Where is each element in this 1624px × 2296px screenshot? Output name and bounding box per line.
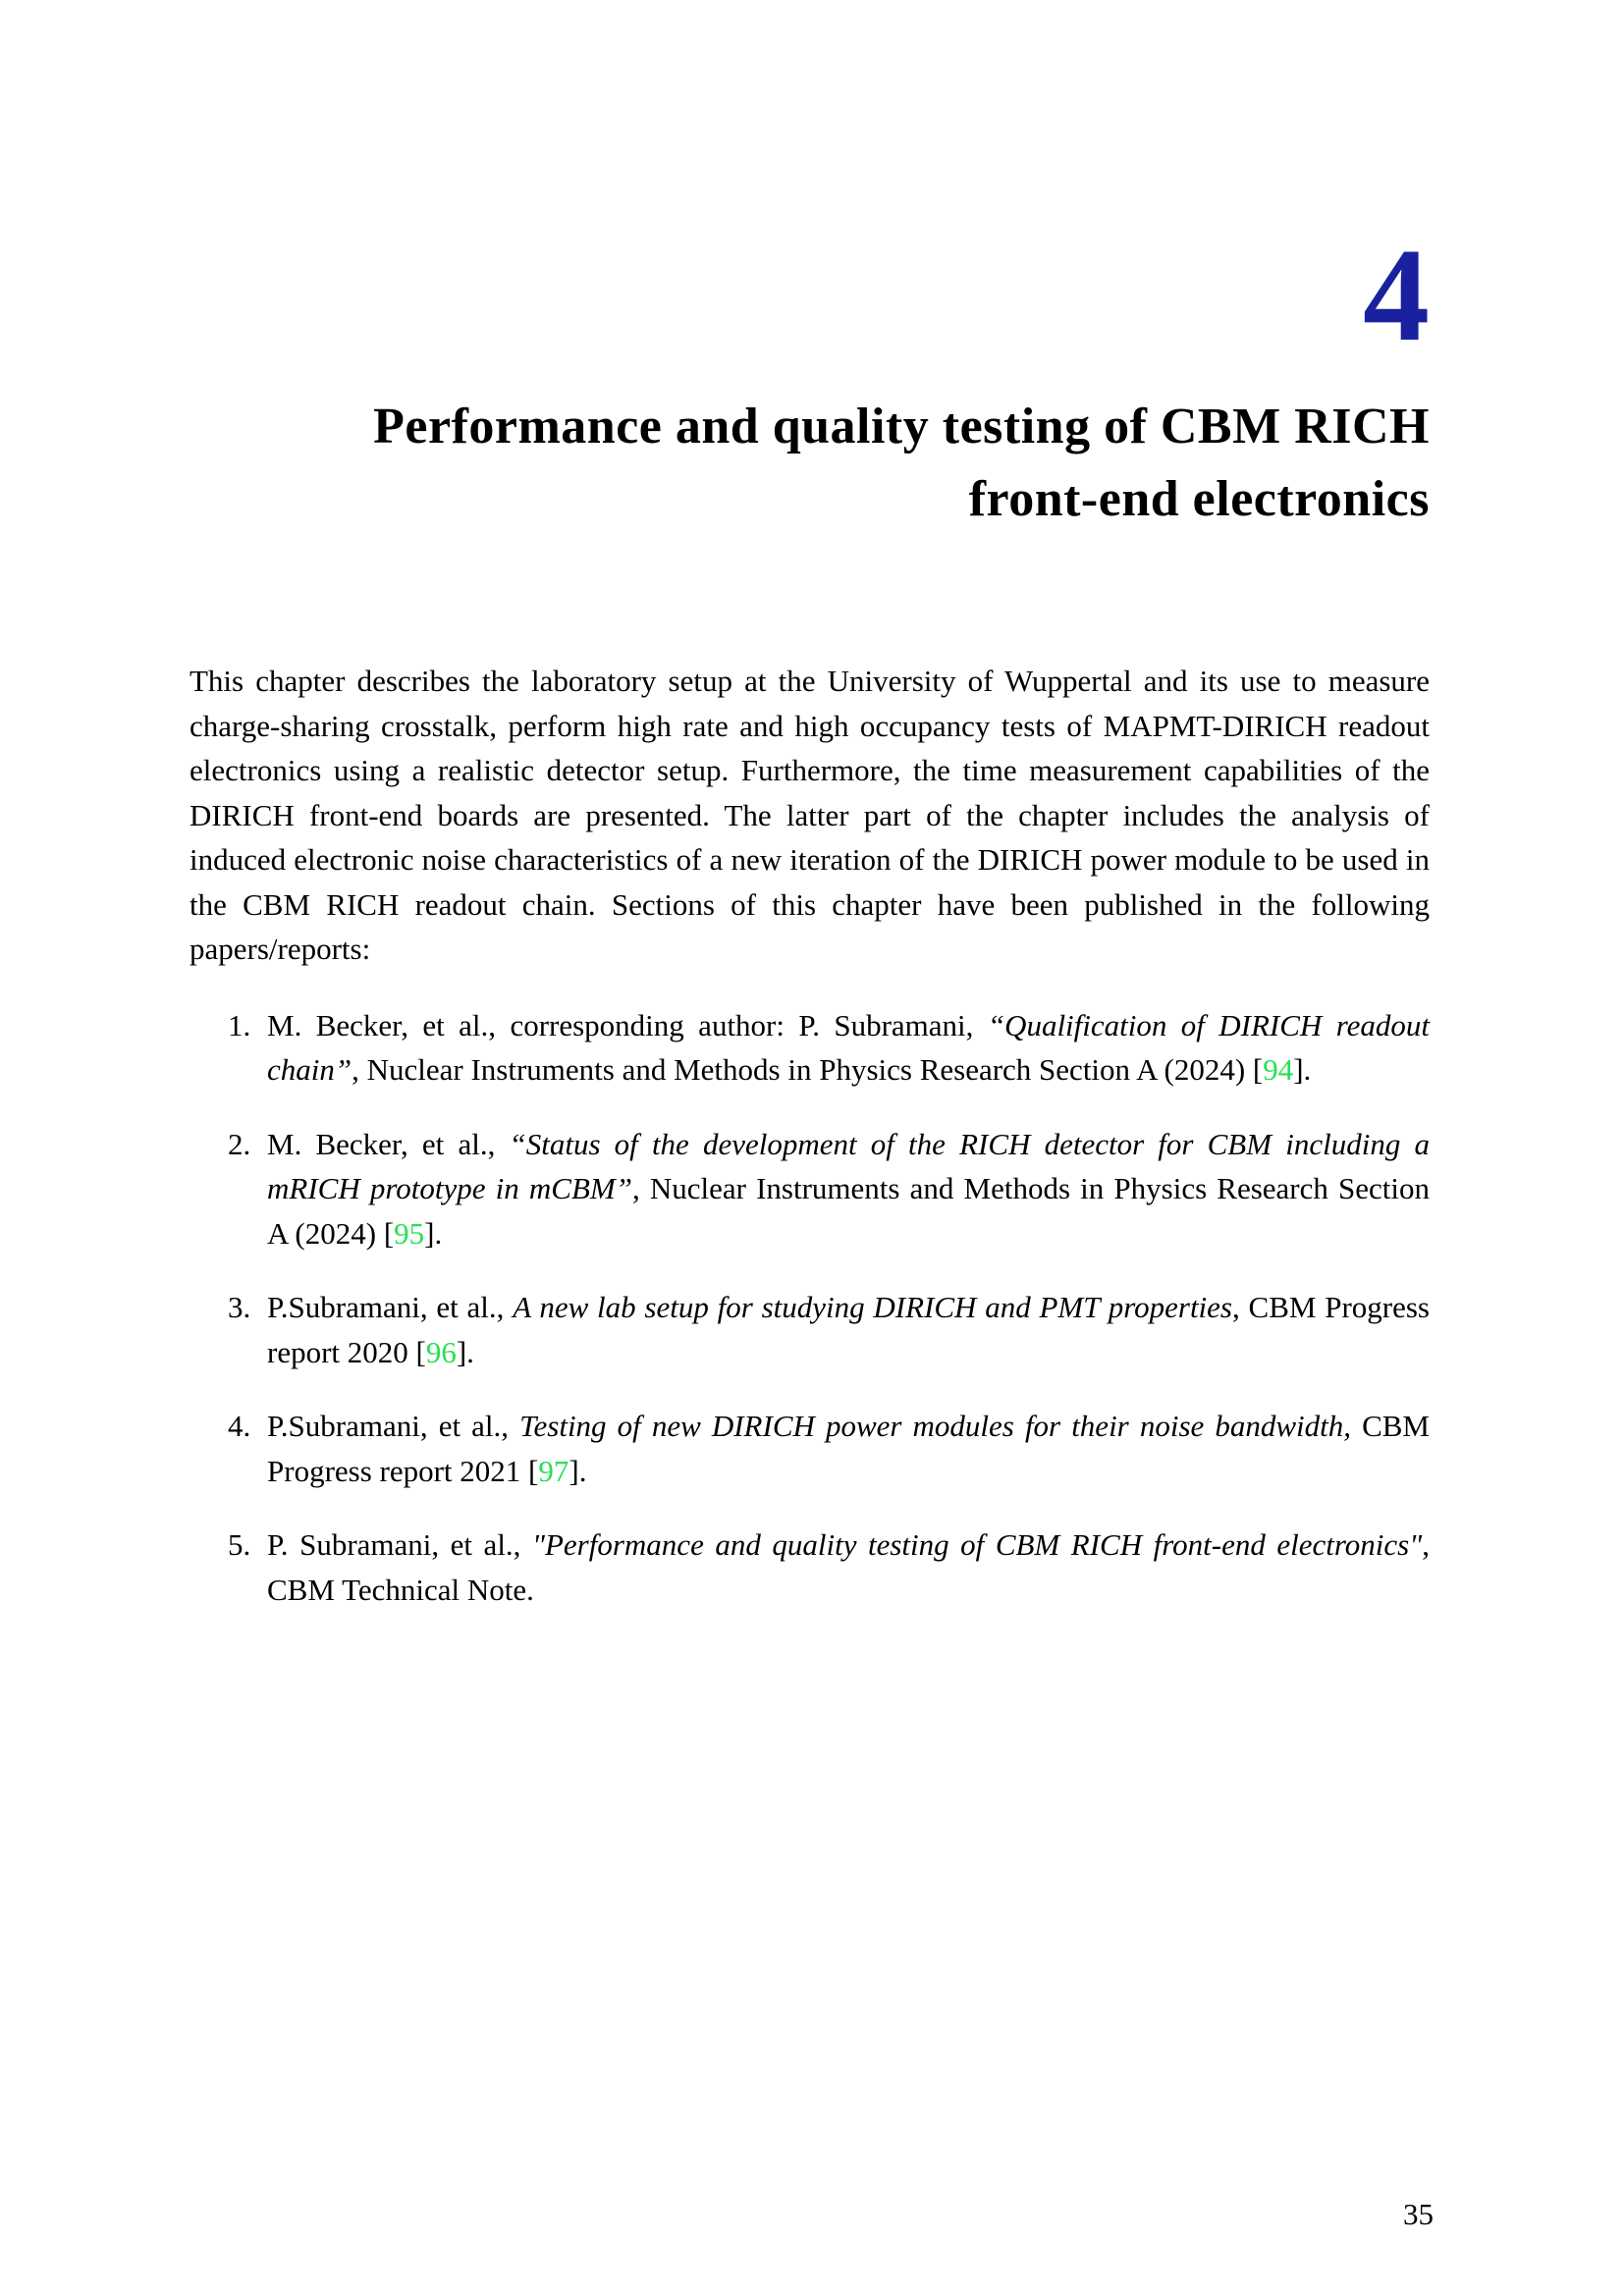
page-number: 35 [1403,2197,1434,2231]
publication-item-text [267,1290,1430,1369]
publication-item-number: 5. [228,1527,251,1562]
publication-item [189,1122,1430,1256]
publication-text-segment: CBM Progress report 2021 [ [267,1409,1430,1488]
publication-text-segment: , CBM Technical Note. [267,1527,1430,1607]
publications-list [189,1003,1430,1613]
publication-item-number: 2. [228,1126,251,1161]
publication-text-segment: P. Subramani, et al., [267,1527,532,1562]
citation-link[interactable]: 97 [538,1453,569,1488]
publication-item-text [267,1008,1430,1088]
publication-item [189,1404,1430,1493]
publication-text-segment: "Performance and quality testing of CBM RICH front-end electronics" [531,1527,1423,1562]
publication-text-segment: ]. [424,1215,443,1251]
publication-item [189,1003,1430,1093]
citation-link[interactable]: 96 [425,1334,457,1369]
chapter-body [189,659,1430,1612]
publication-text-segment: M. Becker, et al., [267,1126,510,1161]
publication-item [189,1522,1430,1612]
publication-text-segment: ]. [1293,1052,1312,1087]
publication-text-segment: ]. [568,1453,587,1488]
chapter-title [189,391,1430,536]
publication-item-number: 1. [228,1007,251,1042]
publication-text-segment: P.Subramani, et al., [267,1290,514,1324]
publication-text-segment: M. Becker, et al., corresponding author: P. Subramani, [267,1007,988,1042]
publication-item-number: 4. [228,1409,251,1443]
citation-link[interactable]: 95 [394,1215,425,1251]
publication-text-segment: , CBM Progress report 2020 [ [267,1290,1430,1369]
publication-text-segment: P.Subramani, et al., [267,1409,520,1443]
chapter-number: 4 [1363,222,1430,369]
publication-item-text [267,1409,1430,1488]
publication-text-segment: “Qualification of DIRICH readout chain” [267,1007,1431,1087]
publication-text-segment: Testing of new DIRICH power modules for their noise bandwidth, [519,1409,1351,1443]
intro-paragraph: This chapter describes the laboratory setup at the University of Wuppertal and its use to measure charge-sharing crosstalk, perform high rate and high occupancy tests of MAPMT-DIRICH readout electronics using a realistic detector setup. Furthermore, the time measurement capabilities of the DIRICH front-end boards are presented. The latter part of the chapter includes the analysis of induced electronic noise characteristics of a new iteration of the DIRICH power module to be used in the CBM RICH readout chain. Sections of this chapter have been published in the following papers/reports: [189,664,1430,966]
publication-text-segment: , Nuclear Instruments and Methods in Physics Research Section A (2024) [ [352,1052,1264,1087]
chapter-title-line-2: front-end electronics [968,471,1430,527]
publication-item [189,1285,1430,1374]
publication-text-segment: , Nuclear Instruments and Methods in Physics Research Section A (2024) [ [267,1171,1431,1251]
citation-link[interactable]: 94 [1263,1052,1294,1087]
publication-item-text [267,1527,1430,1607]
publication-text-segment: A new lab setup for studying DIRICH and PMT properties [513,1290,1232,1324]
publication-item-text [267,1127,1430,1251]
publication-text-segment: ]. [456,1334,474,1369]
publication-item-number: 3. [228,1290,251,1324]
publication-text-segment: “Status of the development of the RICH detector for CBM including a mRICH prototype in mCBM” [267,1126,1430,1205]
chapter-title-line-1: Performance and quality testing of CBM RICH [373,399,1430,454]
